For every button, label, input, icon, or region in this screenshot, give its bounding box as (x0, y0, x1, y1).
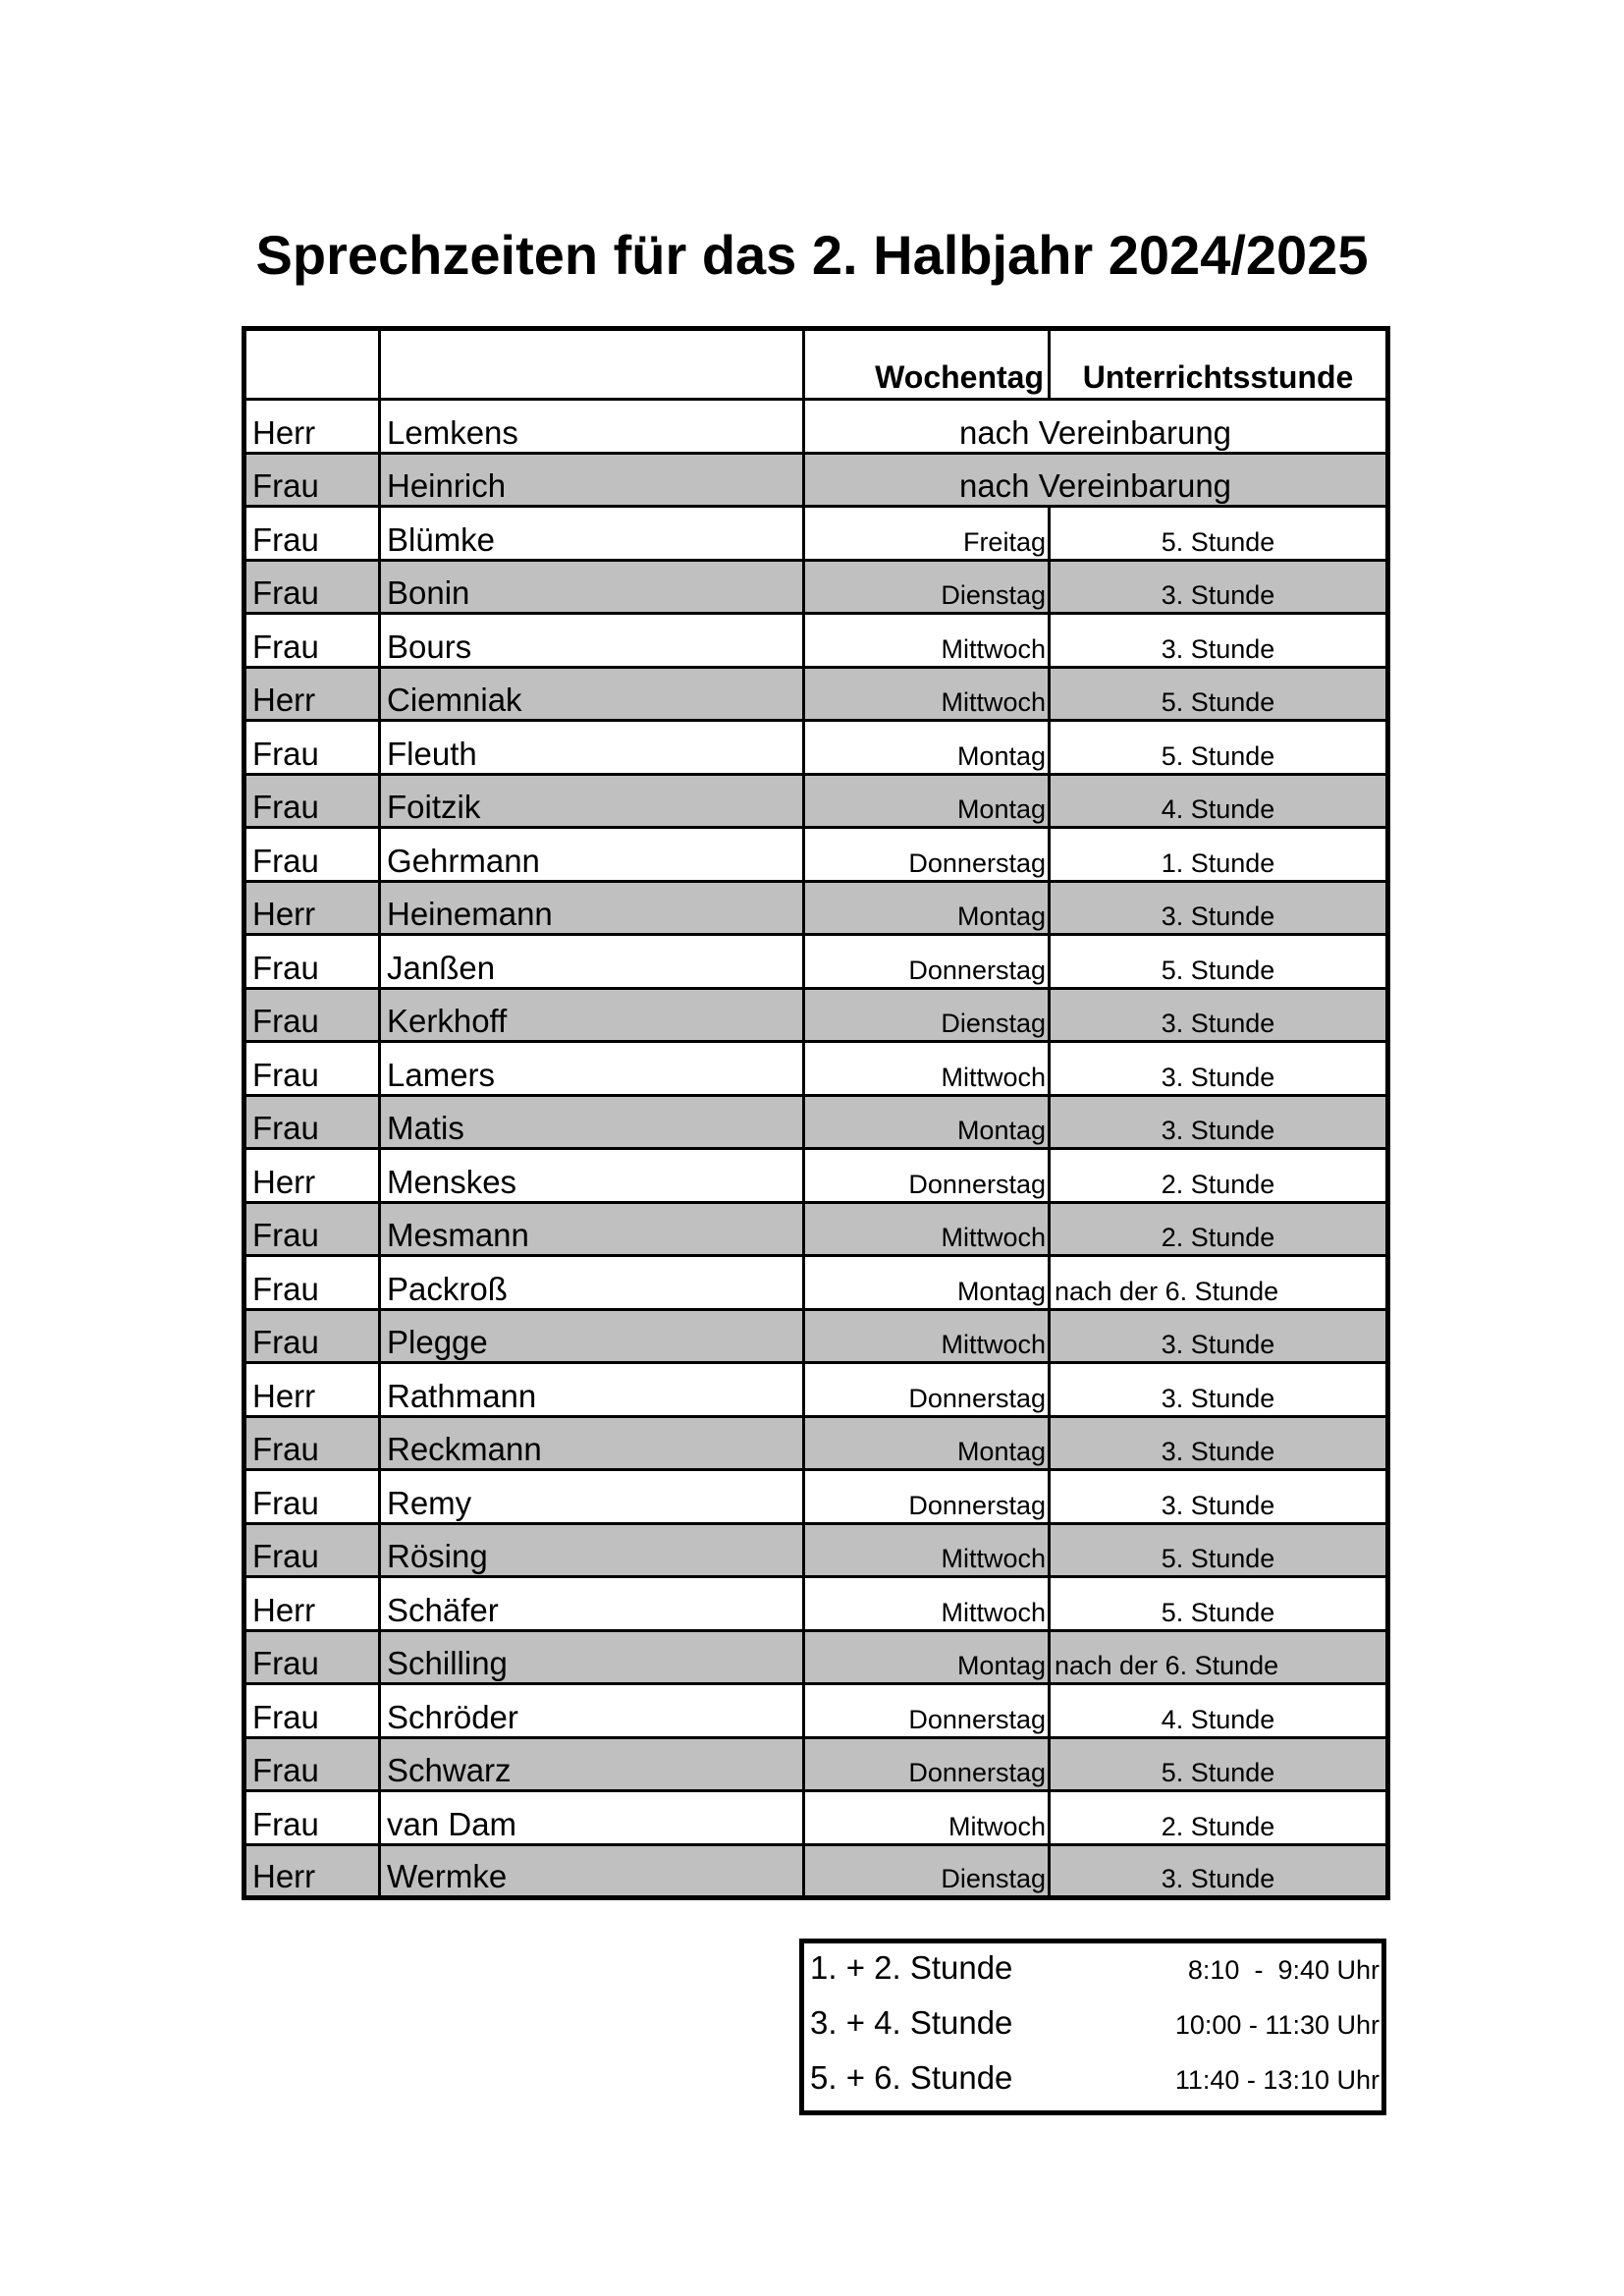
weekday-cell: Donnerstag (804, 1470, 1050, 1524)
salutation-cell: Frau (244, 1630, 380, 1684)
weekday-cell: Donnerstag (804, 1149, 1050, 1203)
salutation-cell: Frau (244, 560, 380, 614)
lesson-hour-cell: 3. Stunde (1050, 881, 1388, 935)
weekday-cell: Dienstag (804, 560, 1050, 614)
weekday-cell: Donnerstag (804, 1363, 1050, 1417)
weekday-cell: Montag (804, 881, 1050, 935)
table-row (244, 400, 1388, 454)
weekday-cell: Montag (804, 1630, 1050, 1684)
weekday-cell: Donnerstag (804, 1737, 1050, 1791)
table-row (244, 1684, 1388, 1738)
weekday-cell: Montag (804, 774, 1050, 828)
legend-period: 3. + 4. Stunde (810, 2004, 1013, 2041)
lesson-hour-cell: 3. Stunde (1050, 1042, 1388, 1096)
table-row (244, 1363, 1388, 1417)
table-row (244, 1042, 1388, 1096)
table-row (244, 1256, 1388, 1310)
weekday-cell: Mitwoch (804, 1791, 1050, 1845)
lesson-hour-cell: 5. Stunde (1050, 935, 1388, 989)
salutation-cell: Herr (244, 1149, 380, 1203)
weekday-cell: Mittwoch (804, 1042, 1050, 1096)
table-row (244, 560, 1388, 614)
lesson-hour-cell: nach der 6. Stunde (1050, 1256, 1388, 1310)
salutation-cell: Frau (244, 1095, 380, 1149)
table-row (244, 1416, 1388, 1470)
table-row (244, 1202, 1388, 1256)
legend-row (810, 2004, 1380, 2059)
salutation-cell: Herr (244, 881, 380, 935)
weekday-cell: Mittwoch (804, 1202, 1050, 1256)
weekday-cell: Montag (804, 721, 1050, 775)
surname-cell: van Dam (380, 1791, 804, 1845)
table-row (244, 881, 1388, 935)
table-row (244, 828, 1388, 882)
surname-cell: Rathmann (380, 1363, 804, 1417)
salutation-cell: Herr (244, 1844, 380, 1898)
weekday-cell: Montag (804, 1095, 1050, 1149)
weekday-cell: Donnerstag (804, 935, 1050, 989)
surname-cell: Gehrmann (380, 828, 804, 882)
weekday-cell: Dienstag (804, 988, 1050, 1042)
weekday-cell: Donnerstag (804, 828, 1050, 882)
weekday-cell: Montag (804, 1256, 1050, 1310)
lesson-hour-cell: 3. Stunde (1050, 1470, 1388, 1524)
surname-cell: Wermke (380, 1844, 804, 1898)
legend-period: 5. + 6. Stunde (810, 2059, 1013, 2096)
surname-cell: Bonin (380, 560, 804, 614)
appointment-note-cell: nach Vereinbarung (804, 453, 1388, 507)
salutation-cell: Frau (244, 614, 380, 668)
weekday-cell: Mittwoch (804, 667, 1050, 721)
table-row (244, 667, 1388, 721)
surname-cell: Packroß (380, 1256, 804, 1310)
table-body (244, 400, 1388, 1898)
salutation-cell: Herr (244, 400, 380, 454)
surname-cell: Mesmann (380, 1202, 804, 1256)
surname-cell: Heinrich (380, 453, 804, 507)
lesson-hour-cell: 5. Stunde (1050, 1737, 1388, 1791)
table-row (244, 1791, 1388, 1845)
lesson-hour-cell: 2. Stunde (1050, 1149, 1388, 1203)
legend-row (810, 2059, 1380, 2114)
salutation-cell: Frau (244, 1042, 380, 1096)
table-row (244, 1844, 1388, 1898)
lesson-hour-cell: 3. Stunde (1050, 614, 1388, 668)
legend-time: 11:40 - 13:10 Uhr (1174, 2065, 1380, 2095)
weekday-cell: Mittwoch (804, 1309, 1050, 1363)
weekday-cell: Dienstag (804, 1844, 1050, 1898)
table-row (244, 1095, 1388, 1149)
weekday-cell: Mittwoch (804, 614, 1050, 668)
weekday-cell: Mittwoch (804, 1523, 1050, 1577)
table-row (244, 1630, 1388, 1684)
header-salutation (244, 329, 380, 400)
table-row (244, 1577, 1388, 1631)
table-row (244, 774, 1388, 828)
surname-cell: Schröder (380, 1684, 804, 1738)
lesson-hour-cell: 3. Stunde (1050, 1309, 1388, 1363)
lesson-hour-cell: 3. Stunde (1050, 560, 1388, 614)
legend-row (810, 1949, 1380, 2004)
surname-cell: Fleuth (380, 721, 804, 775)
lesson-hour-cell: 3. Stunde (1050, 988, 1388, 1042)
header-weekday: Wochentag (804, 329, 1050, 400)
lesson-hour-cell: 3. Stunde (1050, 1844, 1388, 1898)
surname-cell: Rösing (380, 1523, 804, 1577)
lesson-hour-cell: 4. Stunde (1050, 774, 1388, 828)
salutation-cell: Frau (244, 828, 380, 882)
lesson-hour-cell: 2. Stunde (1050, 1202, 1388, 1256)
surname-cell: Janßen (380, 935, 804, 989)
salutation-cell: Frau (244, 774, 380, 828)
appointment-note-cell: nach Vereinbarung (804, 400, 1388, 454)
salutation-cell: Frau (244, 1309, 380, 1363)
table-row (244, 988, 1388, 1042)
salutation-cell: Frau (244, 1256, 380, 1310)
surname-cell: Schwarz (380, 1737, 804, 1791)
legend-period: 1. + 2. Stunde (810, 1949, 1013, 1986)
surname-cell: Bours (380, 614, 804, 668)
salutation-cell: Frau (244, 1470, 380, 1524)
surname-cell: Remy (380, 1470, 804, 1524)
table-row (244, 1523, 1388, 1577)
salutation-cell: Frau (244, 1737, 380, 1791)
surname-cell: Ciemniak (380, 667, 804, 721)
table-row (244, 935, 1388, 989)
surname-cell: Foitzik (380, 774, 804, 828)
salutation-cell: Frau (244, 507, 380, 561)
salutation-cell: Herr (244, 667, 380, 721)
surname-cell: Lamers (380, 1042, 804, 1096)
salutation-cell: Frau (244, 1202, 380, 1256)
table-row (244, 453, 1388, 507)
salutation-cell: Frau (244, 453, 380, 507)
salutation-cell: Frau (244, 721, 380, 775)
lesson-hour-cell: 5. Stunde (1050, 667, 1388, 721)
legend-time: 10:00 - 11:30 Uhr (1174, 2010, 1380, 2040)
lesson-times-legend (799, 1939, 1386, 2115)
salutation-cell: Frau (244, 988, 380, 1042)
table-row (244, 1149, 1388, 1203)
lesson-hour-cell: nach der 6. Stunde (1050, 1630, 1388, 1684)
lesson-hour-cell: 5. Stunde (1050, 721, 1388, 775)
weekday-cell: Donnerstag (804, 1684, 1050, 1738)
salutation-cell: Frau (244, 1523, 380, 1577)
surname-cell: Menskes (380, 1149, 804, 1203)
header-surname (380, 329, 804, 400)
salutation-cell: Herr (244, 1577, 380, 1631)
weekday-cell: Freitag (804, 507, 1050, 561)
salutation-cell: Frau (244, 1791, 380, 1845)
surname-cell: Reckmann (380, 1416, 804, 1470)
table-row (244, 614, 1388, 668)
legend-time: 8:10 - 9:40 Uhr (1187, 1955, 1380, 1985)
table-row (244, 1309, 1388, 1363)
lesson-hour-cell: 2. Stunde (1050, 1791, 1388, 1845)
surname-cell: Plegge (380, 1309, 804, 1363)
table-row (244, 1737, 1388, 1791)
lesson-hour-cell: 1. Stunde (1050, 828, 1388, 882)
surname-cell: Lemkens (380, 400, 804, 454)
header-lesson-hour: Unterrichtsstunde (1050, 329, 1388, 400)
surname-cell: Schilling (380, 1630, 804, 1684)
surname-cell: Heinemann (380, 881, 804, 935)
weekday-cell: Montag (804, 1416, 1050, 1470)
table-row (244, 721, 1388, 775)
salutation-cell: Frau (244, 1416, 380, 1470)
page-title: Sprechzeiten für das 2. Halbjahr 2024/2025 (255, 224, 1369, 286)
lesson-hour-cell: 5. Stunde (1050, 1523, 1388, 1577)
lesson-hour-cell: 3. Stunde (1050, 1363, 1388, 1417)
table-header-row (244, 329, 1388, 400)
lesson-hour-cell: 3. Stunde (1050, 1095, 1388, 1149)
weekday-cell: Mittwoch (804, 1577, 1050, 1631)
surname-cell: Blümke (380, 507, 804, 561)
surname-cell: Kerkhoff (380, 988, 804, 1042)
lesson-hour-cell: 4. Stunde (1050, 1684, 1388, 1738)
salutation-cell: Frau (244, 1684, 380, 1738)
lesson-hour-cell: 3. Stunde (1050, 1416, 1388, 1470)
lesson-hour-cell: 5. Stunde (1050, 507, 1388, 561)
table-row (244, 1470, 1388, 1524)
surname-cell: Matis (380, 1095, 804, 1149)
consultation-hours-table (242, 326, 1390, 1900)
salutation-cell: Frau (244, 935, 380, 989)
table-row (244, 507, 1388, 561)
lesson-hour-cell: 5. Stunde (1050, 1577, 1388, 1631)
surname-cell: Schäfer (380, 1577, 804, 1631)
salutation-cell: Herr (244, 1363, 380, 1417)
